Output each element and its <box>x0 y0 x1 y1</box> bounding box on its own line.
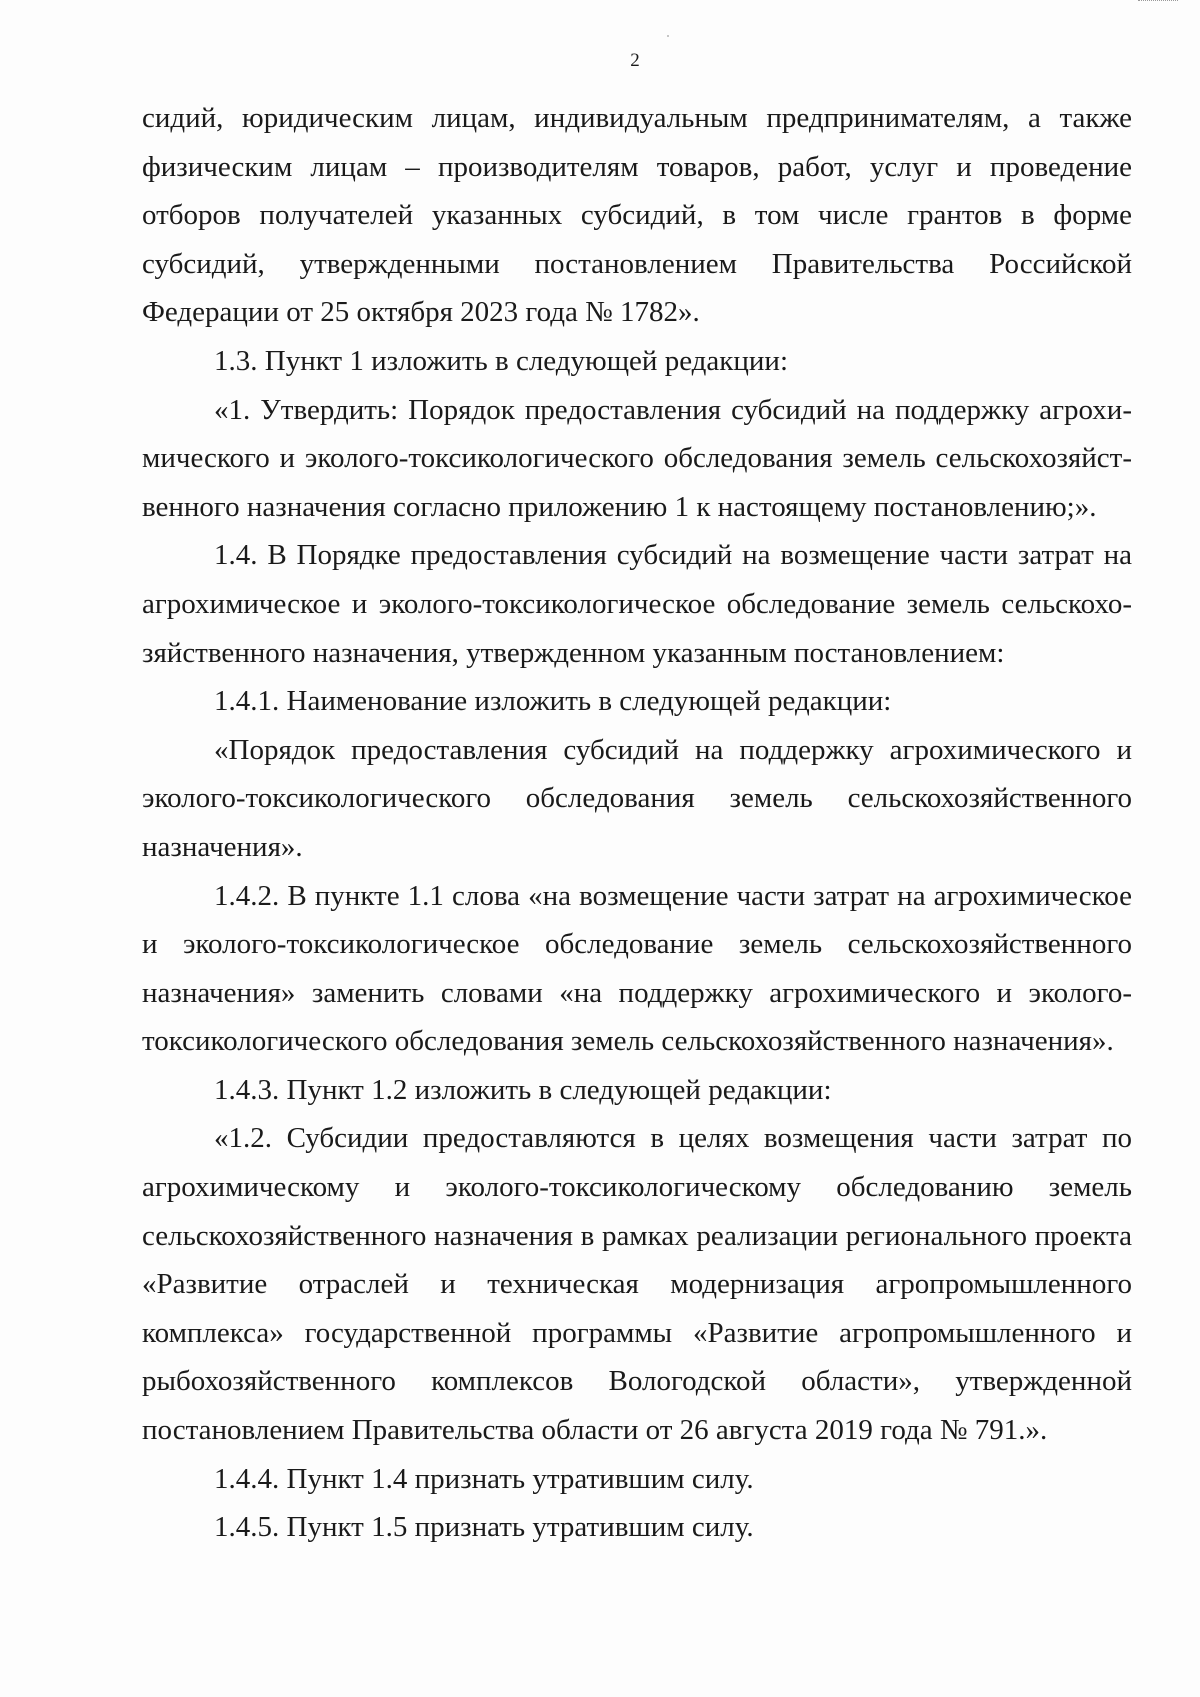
paragraph-item-1-4-2: 1.4.2. В пункте 1.1 слова «на возмещение части затрат на агрохимическое и эколого-токсикологическое обследование земель сельскохозяйственного назначения» заменить словами «на поддержку агрохимического и эколого-токсикологического обследования земель сельскохозяйственного назначения». <box>142 879 1132 1058</box>
paragraph-item-1-4-5: 1.4.5. Пункт 1.5 признать утратившим силу. <box>214 1511 754 1544</box>
scan-artifact <box>1138 0 1178 7</box>
paragraph-quote-title: «Порядок предоставления субсидий на поддержку агрохимического и эколого-токсикологического обследования земель сельскохозяйственного назначения». <box>142 733 1132 863</box>
paragraph-continuation: сидий, юридическим лицам, индивидуальным предпринимателям, а также физическим лицам – производителям товаров, работ, услуг и проведение отборов получателей указанных субсидий, в том числе грантов в форме субсидий, утвержденными постановлением Правительства Российской Федерации от 25 октября 2023 года № 1782». <box>142 102 1132 329</box>
paragraph-item-1-4-1: 1.4.1. Наименование изложить в следующей редакции: <box>214 685 892 718</box>
document-body <box>142 94 1132 1552</box>
paragraph-item-1-4: 1.4. В Порядке предоставления субсидий на возмещение части затрат на агрохимическое и эколого-токсикологическое обследование земель сельскохозяйственного назначения, утвержденном указанным постановлением: <box>142 539 1132 669</box>
page-number: 2 <box>630 50 640 71</box>
paragraph-quote-item-1-2: «1.2. Субсидии предоставляются в целях возмещения части затрат по агрохимическому и эколого-токсикологическому обследованию земель сельскохозяйственного назначения в рамках реализации регионального проекта «Развитие отраслей и техническая модернизация агропромышленного комплекса» государственной программы «Развитие агропромышленного и рыбохозяйственного комплексов Вологодской области», утвержденной постановлением Правительства области от 26 августа 2019 года № 791.». <box>142 1122 1132 1447</box>
paragraph-item-1-4-3: 1.4.3. Пункт 1.2 изложить в следующей редакции: <box>214 1073 832 1106</box>
paragraph-item-1-3: 1.3. Пункт 1 изложить в следующей редакции: <box>214 344 789 377</box>
scan-artifact <box>667 35 669 37</box>
paragraph-item-1-4-4: 1.4.4. Пункт 1.4 признать утратившим силу. <box>214 1462 754 1495</box>
paragraph-quote-item-1: «1. Утвердить: Порядок предоставления субсидий на поддержку агрохимического и эколого-токсикологического обследования земель сельскохозяйственного назначения согласно приложению 1 к настоящему постановлению;». <box>142 393 1132 523</box>
